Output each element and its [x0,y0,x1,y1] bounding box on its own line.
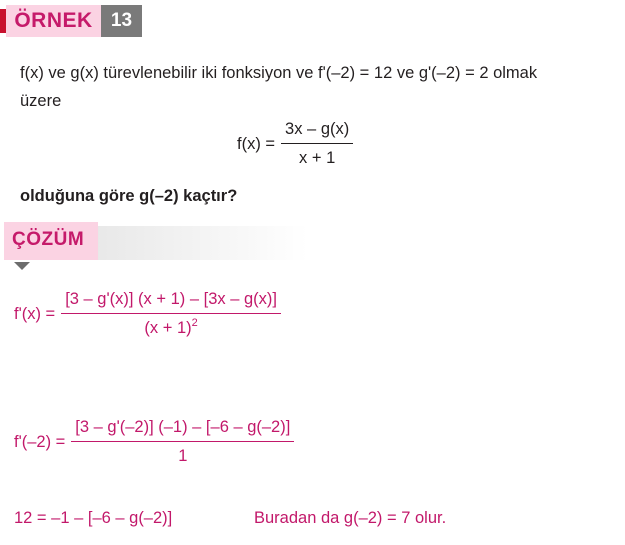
solution-label: ÇÖZÜM [12,229,85,250]
step1-numerator: [3 – gʹ(x)] (x + 1) – [3x – g(x)] [65,290,277,308]
step1-lhs: fʹ(x) = [14,304,56,323]
step2-fraction [71,416,294,467]
function-definition [237,118,353,169]
function-denominator: x + 1 [299,149,336,168]
problem-question: olduğuna göre g(–2) kaçtır? [20,187,238,205]
solution-step-1 [14,288,281,339]
step2-denominator: 1 [178,447,188,466]
step1-denominator-base: (x + 1) [144,319,192,338]
function-numerator: 3x – g(x) [285,120,350,138]
example-label: ÖRNEK [6,5,101,37]
example-header [0,5,142,37]
step2-numerator: [3 – gʹ(–2)] (–1) – [–6 – g(–2)] [75,418,291,436]
step1-denominator [140,314,201,339]
function-lhs: f(x) = [237,134,276,153]
step2-lhs: fʹ(–2) = [14,432,66,451]
solution-step-3-equation: 12 = –1 – [–6 – g(–2)] [14,509,173,527]
step1-fraction [61,288,281,339]
example-number: 13 [101,5,142,37]
problem-line-1: f(x) ve g(x) türevlenebilir iki fonksiyon ve fʹ(–2) = 12 ve gʹ(–2) = 2 olmak [20,64,538,82]
arrow-down-icon [14,262,30,270]
solution-result: Buradan da g(–2) = 7 olur. [254,509,447,527]
step1-denominator-exponent: 2 [191,316,198,329]
solution-step-2 [14,416,294,467]
function-fraction [281,118,353,169]
solution-header-shade [98,226,308,260]
problem-line-2: üzere [20,92,62,110]
